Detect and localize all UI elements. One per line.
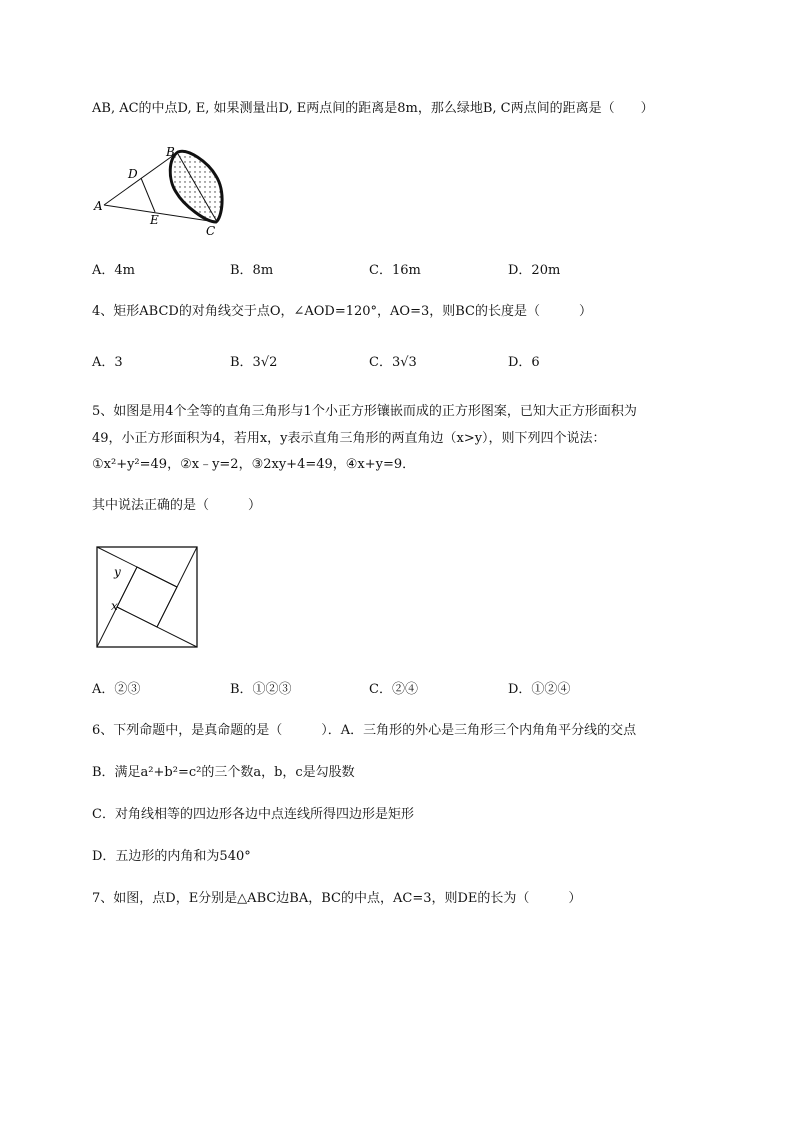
label-C: C xyxy=(206,224,216,238)
q5-figure xyxy=(96,546,200,650)
q5-option-c: C．②④ xyxy=(369,682,418,697)
q5-line1: 5、如图是用4个全等的直角三角形与1个小正方形镶嵌而成的正方形图案，已知大正方形面积为 xyxy=(92,404,637,419)
q3-figure xyxy=(88,140,248,240)
q3-option-b: B．8m xyxy=(230,263,274,278)
label-D: D xyxy=(128,167,138,181)
q3-option-d: D．20m xyxy=(508,263,561,278)
label-A: A xyxy=(94,199,103,213)
q5-line2: 49，小正方形面积为4，若用x，y表示直角三角形的两直角边（x>y），则下列四个说法： xyxy=(92,431,606,446)
q6-option-d: D．五边形的内角和为540° xyxy=(92,849,251,864)
q4-option-a: A．3 xyxy=(92,355,123,370)
inner-square-shape xyxy=(117,567,177,627)
label-B: B xyxy=(166,145,175,159)
q5-line3: ①x²+y²=49，②x﹣y=2，③2xy+4=49，④x+y=9． xyxy=(92,457,416,472)
green-area-shape xyxy=(170,151,222,222)
label-y: y xyxy=(114,565,121,579)
q5-option-a: A．②③ xyxy=(92,682,141,697)
q6-option-b: B．满足a²+b²=c²的三个数a，b，c是勾股数 xyxy=(92,765,355,780)
q4-option-d: D．6 xyxy=(508,355,540,370)
q3-option-a: A．4m xyxy=(92,263,135,278)
q6-option-c: C．对角线相等的四边形各边中点连线所得四边形是矩形 xyxy=(92,807,414,822)
q4-option-b: B．3√2 xyxy=(230,355,278,370)
q6-stem: 6、下列命题中，是真命题的是（ ）．A．三角形的外心是三角形三个内角角平分线的交点 xyxy=(92,723,637,738)
q7-text: 7、如图，点D，E分别是△ABC边BA，BC的中点，AC=3，则DE的长为（ ） xyxy=(92,891,582,906)
q4-text: 4、矩形ABCD的对角线交于点O，∠AOD=120°，AO=3，则BC的长度是（ ） xyxy=(92,304,592,319)
label-x: x xyxy=(111,599,118,613)
q5-option-b: B．①②③ xyxy=(230,682,292,697)
q5-option-d: D．①②④ xyxy=(508,682,571,697)
label-E: E xyxy=(150,213,159,227)
q3-text: AB, AC的中点D, E, 如果测量出D, E两点间的距离是8m，那么绿地B, C两点间的距离是（ ） xyxy=(92,101,654,116)
q4-option-c: C．3√3 xyxy=(369,355,417,370)
q5-line4: 其中说法正确的是（ ） xyxy=(92,498,262,513)
q3-option-c: C．16m xyxy=(369,263,421,278)
